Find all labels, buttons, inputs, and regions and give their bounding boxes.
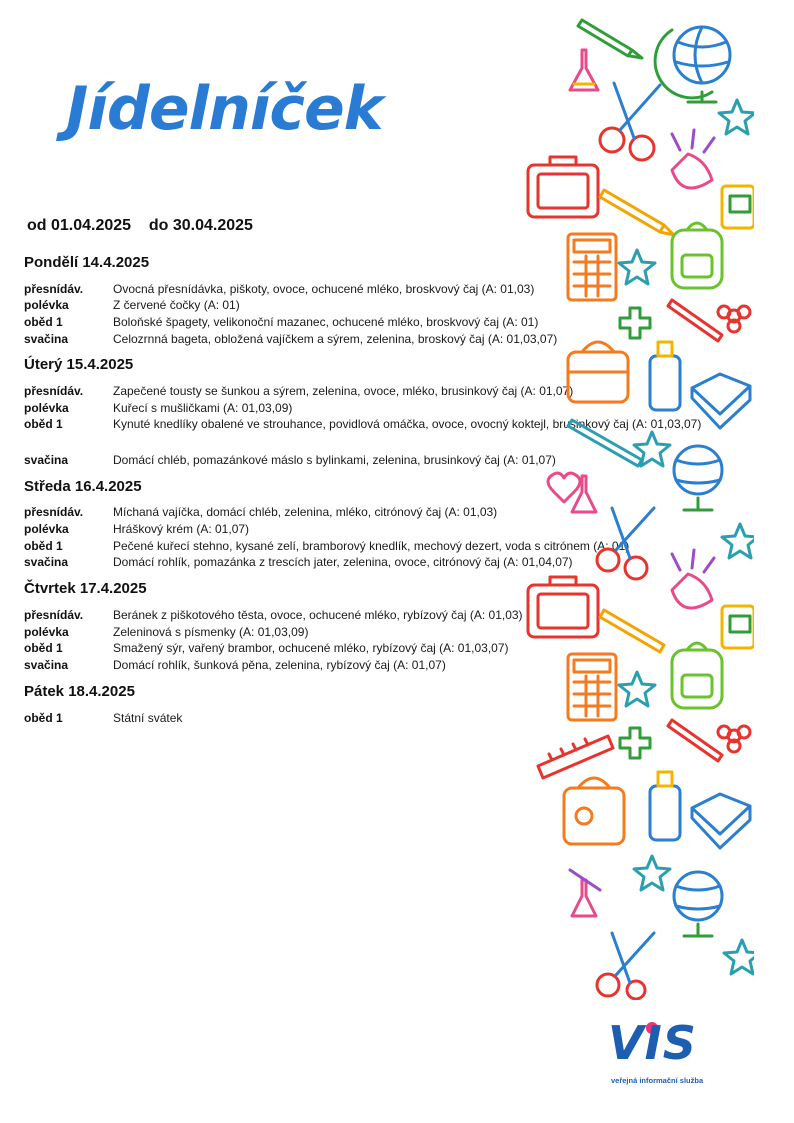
meal-text: Domácí rohlík, šunková pěna, zelenina, rybízový čaj (A: 01,07) bbox=[113, 658, 446, 672]
star-icon bbox=[619, 250, 655, 284]
banknote-icon bbox=[722, 186, 754, 228]
meal-text: Celozrnná bageta, obložená vajíčkem a sýrem, zelenina, broskový čaj (A: 01,03,07) bbox=[113, 332, 558, 346]
scissors-icon bbox=[597, 508, 654, 579]
meal-text: Kuřecí s mušličkami (A: 01,03,09) bbox=[113, 401, 293, 415]
meal-text: Míchaná vajíčka, domácí chléb, zelenina, mléko, citrónový čaj (A: 01,03) bbox=[113, 505, 498, 519]
vis-logo-tagline: veřejná informační služba bbox=[611, 1076, 704, 1085]
meal-label: polévka bbox=[24, 625, 69, 639]
vis-logo-word: VIS bbox=[608, 1016, 697, 1070]
day-heading-friday: Pátek 18.4.2025 bbox=[24, 683, 135, 700]
meal-label: polévka bbox=[24, 522, 69, 536]
meal-label: svačina bbox=[24, 453, 69, 467]
crayon-cup-icon bbox=[672, 550, 714, 608]
meal-text: Zeleninová s písmenky (A: 01,03,09) bbox=[113, 625, 309, 639]
star-icon bbox=[619, 672, 655, 706]
globe-icon bbox=[655, 27, 730, 102]
school-doodles-decoration bbox=[512, 0, 754, 1000]
meal-text: Beránek z piškotového těsta, ovoce, ochucené mléko, rybízový čaj (A: 01,03) bbox=[113, 608, 523, 622]
plus-icon bbox=[620, 728, 650, 758]
meal-label: svačina bbox=[24, 555, 69, 569]
banknote-icon bbox=[722, 606, 754, 648]
globe-icon bbox=[674, 872, 722, 936]
star-icon bbox=[634, 432, 670, 466]
star-icon bbox=[724, 940, 754, 974]
meal-text: Domácí rohlík, pomazánka z trescích jater, zelenina, ovoce, citrónový čaj (A: 01,04,07) bbox=[113, 555, 573, 569]
flask-icon bbox=[572, 476, 596, 512]
meal-label: oběd 1 bbox=[24, 315, 63, 329]
meal-text: Z červené čočky (A: 01) bbox=[113, 298, 240, 312]
star-icon bbox=[722, 524, 754, 558]
meal-label: polévka bbox=[24, 298, 69, 312]
meal-text: Boloňské špagety, velikonoční mazanec, ochucené mléko, broskvový čaj (A: 01) bbox=[113, 315, 539, 329]
meal-label: svačina bbox=[24, 658, 69, 672]
to-date: 30.04.2025 bbox=[172, 217, 253, 234]
meal-label: přesnídáv. bbox=[24, 608, 84, 622]
pencil-icon bbox=[668, 720, 722, 761]
star-icon bbox=[719, 100, 754, 134]
suitcase-icon bbox=[528, 157, 598, 217]
meal-text: Kynuté knedlíky obalené ve strouhance, povidlová omáčka, ovoce, ovocný koktejl, brusinkový čaj (A: 01,03,07) bbox=[113, 417, 702, 431]
flask-icon bbox=[570, 50, 598, 90]
suitcase-icon bbox=[528, 577, 598, 637]
page-title: Jídelníček bbox=[66, 74, 383, 144]
heart-icon bbox=[548, 473, 580, 502]
meal-text: Hráškový krém (A: 01,07) bbox=[113, 522, 250, 536]
meal-label: přesnídáv. bbox=[24, 384, 84, 398]
pencil-icon bbox=[578, 20, 642, 58]
book-icon bbox=[692, 794, 750, 848]
day-heading-monday: Pondělí 14.4.2025 bbox=[24, 254, 150, 271]
pencil-icon bbox=[668, 300, 722, 341]
meal-label: oběd 1 bbox=[24, 641, 63, 655]
glue-icon bbox=[650, 772, 680, 840]
backpack-icon bbox=[672, 223, 722, 288]
date-range bbox=[27, 217, 253, 235]
meal-text: Pečené kuřecí stehno, kysané zelí, bramborový knedlík, mechový dezert, voda s citrónem (A: 01) bbox=[113, 539, 630, 553]
flask-icon bbox=[570, 870, 600, 916]
flower-icon bbox=[718, 306, 750, 332]
calculator-icon bbox=[568, 654, 616, 720]
meal-label: svačina bbox=[24, 332, 69, 346]
glue-icon bbox=[650, 342, 680, 410]
schoolbag-icon bbox=[564, 778, 624, 844]
pencil-icon bbox=[568, 420, 642, 466]
meal-text: Státní svátek bbox=[113, 711, 183, 725]
meal-text: Domácí chléb, pomazánkové máslo s bylinkami, zelenina, brusinkový čaj (A: 01,07) bbox=[113, 453, 556, 467]
ruler-icon bbox=[538, 736, 613, 778]
pencil-icon bbox=[600, 190, 674, 235]
meal-text: Zapečené tousty se šunkou a sýrem, zelenina, ovoce, mléko, brusinkový čaj (A: 01,07) bbox=[113, 384, 574, 398]
from-label: od bbox=[27, 217, 47, 234]
crayon-cup-icon bbox=[672, 130, 714, 188]
scissors-icon bbox=[600, 83, 660, 160]
meal-label: přesnídáv. bbox=[24, 282, 84, 296]
schoolbag-icon bbox=[568, 342, 628, 402]
star-icon bbox=[634, 856, 670, 890]
meal-text: Ovocná přesnídávka, piškoty, ovoce, ochucené mléko, broskvový čaj (A: 01,03) bbox=[113, 282, 535, 296]
plus-icon bbox=[620, 308, 650, 338]
meal-label: oběd 1 bbox=[24, 711, 63, 725]
flower-icon bbox=[718, 726, 750, 752]
meal-label: oběd 1 bbox=[24, 539, 63, 553]
book-icon bbox=[692, 374, 750, 428]
day-heading-wednesday: Středa 16.4.2025 bbox=[24, 478, 142, 495]
meal-label: polévka bbox=[24, 401, 69, 415]
to-label: do bbox=[148, 217, 169, 234]
backpack-icon bbox=[672, 643, 722, 708]
globe-icon bbox=[674, 446, 722, 510]
meal-text: Smažený sýr, vařený brambor, ochucené mléko, rybízový čaj (A: 01,03,07) bbox=[113, 641, 509, 655]
from-date: 01.04.2025 bbox=[51, 217, 132, 234]
meal-label: oběd 1 bbox=[24, 417, 63, 431]
day-heading-tuesday: Úterý 15.4.2025 bbox=[24, 356, 134, 373]
vis-logo bbox=[608, 1016, 728, 1094]
calculator-icon bbox=[568, 234, 616, 300]
pencil-icon bbox=[600, 610, 664, 652]
day-heading-thursday: Čtvrtek 17.4.2025 bbox=[24, 580, 147, 597]
scissors-icon bbox=[597, 933, 654, 999]
meal-label: přesnídáv. bbox=[24, 505, 84, 519]
